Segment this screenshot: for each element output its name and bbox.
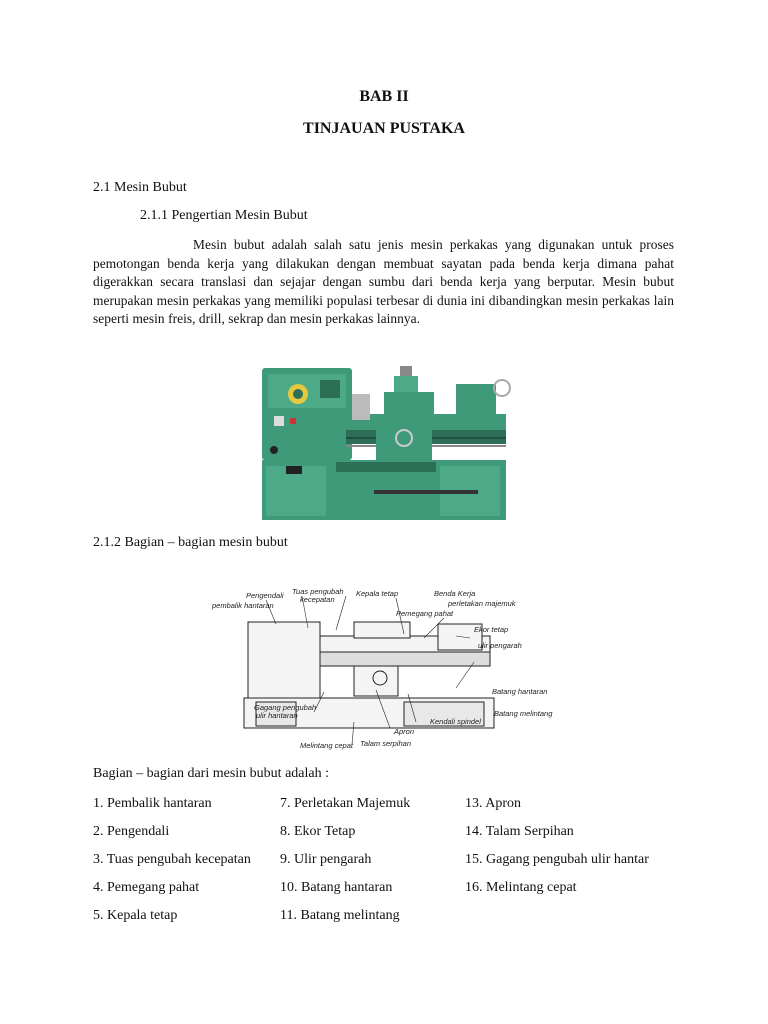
bold-term: Mesin bubut adalah — [193, 237, 307, 252]
parts-column-2 — [280, 790, 410, 930]
list-item: 1. Pembalik hantaran — [93, 796, 212, 811]
parts-list-intro: Bagian – bagian dari mesin bubut adalah : — [93, 766, 329, 781]
list-item: 13. Apron — [465, 796, 521, 811]
lathe-photo — [256, 354, 516, 526]
list-item: 10. Batang hantaran — [280, 880, 393, 895]
callout-melintang-cepat: Melintang cepat — [300, 741, 353, 750]
list-item: 16. Melintang cepat — [465, 880, 577, 895]
callout-kendali-spindel: Kendali spindel — [430, 717, 481, 726]
parts-column-3 — [465, 790, 649, 902]
chapter-heading: BAB II — [359, 88, 409, 105]
definition-paragraph — [93, 236, 674, 329]
list-item: 15. Gagang pengubah ulir hantar — [465, 852, 649, 867]
callout-kepala-tetap: Kepala tetap — [356, 589, 399, 598]
list-item: 5. Kepala tetap — [93, 908, 178, 923]
list-item: 7. Perletakan Majemuk — [280, 796, 411, 811]
list-item: 4. Pemegang pahat — [93, 880, 200, 895]
subsection-heading-2-1-1: 2.1.1 Pengertian Mesin Bubut — [140, 208, 308, 223]
callout-apron: Apron — [394, 727, 415, 736]
callout-kecepatan: kecepatan — [300, 595, 335, 604]
callout-tuas-pengubah: Tuas pengubah — [292, 587, 344, 596]
paragraph-body: salah satu jenis mesin perkakas yang digunakan untuk proses pemotongan benda kerja yang dilakukan dengan membuat sayatan pada benda kerja dimana pahat digerakkan secara translasi dan sejajar dengan sumbu dari benda kerja yang berputar. Mesin bubut merupakan mesin perkakas yang memiliki populasi terbesar di dunia ini dibandingkan mesin perkakas lain seperti mesin freis, drill, sekrap dan mesin perkakas lainnya. — [93, 237, 674, 327]
callout-talam-serpihan: Talam serpihan — [360, 739, 412, 748]
list-item: 14. Talam Serpihan — [465, 824, 574, 839]
callout-pengendali: Pengendali — [246, 591, 284, 600]
chapter-title: TINJAUAN PUSTAKA — [303, 120, 465, 137]
list-item: 9. Ulir pengarah — [280, 852, 372, 867]
list-item: 8. Ekor Tetap — [280, 824, 356, 839]
subsection-heading-2-1-2: 2.1.2 Bagian – bagian mesin bubut — [93, 535, 288, 550]
list-item: 3. Tuas pengubah kecepatan — [93, 852, 251, 867]
callout-perletakan-majemuk: perletakan majemuk — [448, 599, 516, 608]
lathe-parts-diagram — [204, 582, 560, 760]
callout-gagang-pengubah: Gagang pengubah — [254, 703, 317, 712]
parts-column-1 — [93, 790, 251, 930]
callout-ulir-pengarah: ulir pengarah — [478, 641, 522, 650]
callout-ekor-tetap: Ekor tetap — [474, 625, 509, 634]
callout-benda-kerja: Benda Kerja — [434, 589, 476, 598]
callout-pembalik-hantaran: pembalik hantaran — [212, 601, 274, 610]
callout-ulir-hantaran: ulir hantaran — [256, 711, 298, 720]
callout-pemegang-pahat: Pemegang pahat — [396, 609, 454, 618]
callout-batang-melintang: Batang melintang — [494, 709, 553, 718]
list-item: 11. Batang melintang — [280, 908, 400, 923]
section-heading-2-1: 2.1 Mesin Bubut — [93, 180, 187, 195]
list-item: 2. Pengendali — [93, 824, 170, 839]
callout-batang-hantaran: Batang hantaran — [492, 687, 548, 696]
